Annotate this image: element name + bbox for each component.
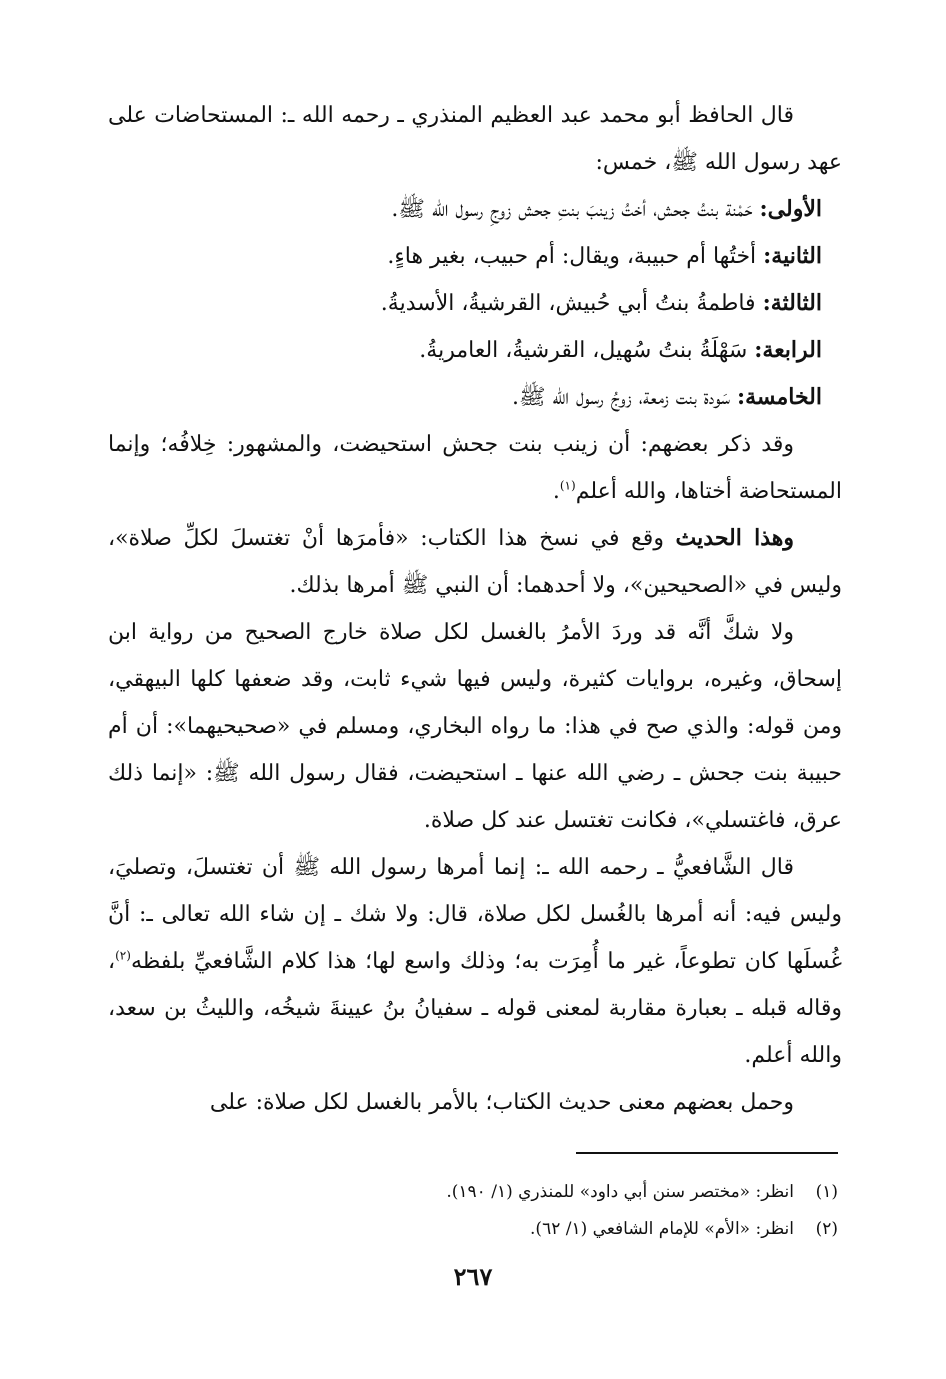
list-item-head: الخامسة: — [736, 384, 822, 410]
list-item-body: سَهْلَةُ بنتُ سُهيل، القرشيةُ، العامريةُ. — [419, 338, 755, 363]
paragraph-text: وحمل بعضهم معنى حديث الكتاب؛ بالأمر بالغسل لكل صلاة: على — [209, 1090, 794, 1115]
paragraph-hadith — [108, 515, 842, 609]
list-item-head: الثالثة: — [762, 290, 822, 316]
paragraph-known — [108, 421, 842, 515]
list-item-head: الرابعة: — [754, 337, 822, 363]
footnote-item — [104, 1174, 838, 1211]
paragraph-rest: ، وقاله قبله ـ بعبارة مقاربة لمعنى قوله ـ سفيانُ بنُ عيينةَ شيخُه، والليثُ بن سعد، والله أعلم. — [108, 949, 842, 1068]
paragraph-end: . — [552, 479, 560, 504]
list-item-third — [108, 280, 842, 327]
list-item-body: حَمْنة بنتُ جحش، أختُ زينبَ بنتِ جحش زوجِ رسول الله ﷺ. — [391, 197, 760, 222]
list-item-body: سَودة بنت زمعة، زوجُ رسول الله ﷺ. — [511, 385, 737, 410]
paragraph-last — [108, 1079, 842, 1126]
intro-text: قال الحافظ أبو محمد عبد العظيم المنذري ـ رحمه الله ـ: المستحاضات على عهد رسول الله ﷺ، خمس: — [108, 103, 842, 175]
footnote-text: انظر: «مختصر سنن أبي داود» للمنذري (١/ ١٩٠). — [446, 1182, 794, 1202]
footnotes — [104, 1174, 838, 1248]
list-item-head: الأولى: — [759, 196, 822, 222]
list-item-fourth — [108, 327, 842, 374]
list-item-body: أختُها أم حبيبة، ويقال: أم حبيب، بغير هاءٍ. — [387, 244, 764, 269]
list-item-first — [108, 186, 842, 233]
footnote-number: (٢) — [815, 1219, 838, 1239]
paragraph-doubt — [108, 609, 842, 844]
paragraph-text: وقع في نسخ هذا الكتاب: «فأمرَها أنْ تغتسلَ لكلِّ صلاة»، وليس في «الصحيحين»، ولا أحدهما: أن النبي ﷺ أمرها بذلك. — [108, 526, 842, 598]
paragraph-text: قال الشَّافعيُّ ـ رحمه الله ـ: إنما أمرها رسول الله ﷺ أن تغتسلَ، وتصليَ، وليس فيه: أنه أمرها بالغُسل لكل صلاة، قال: ولا شك ـ إن شاء الله تعالى ـ: أنَّ غُسلَها كان تطوعاً، غير ما أُمِرَت به؛ وذلك واسع لها؛ هذا كلام الشَّافعيِّ بلفظه — [108, 855, 842, 974]
list-item-second — [108, 233, 842, 280]
intro-paragraph — [108, 92, 842, 186]
list-item-body: فاطمةُ بنتُ أبي حُبيش، القرشيةُ، الأسديةُ. — [380, 291, 763, 316]
paragraph-shafii — [108, 844, 842, 1079]
footnote-number: (١) — [815, 1182, 838, 1202]
paragraph-head: وهذا الحديث — [675, 525, 794, 551]
footnote-text: انظر: «الأم» للإمام الشافعي (١/ ٦٢). — [530, 1219, 794, 1239]
main-text — [108, 92, 842, 1126]
footnote-ref-2[interactable]: (٢) — [115, 948, 131, 963]
page-number: ٢٦٧ — [453, 1262, 493, 1291]
footnote-item — [104, 1211, 838, 1248]
list-item-head: الثانية: — [763, 243, 822, 269]
list-item-fifth — [108, 374, 842, 421]
paragraph-text: وقد ذكر بعضهم: أن زينب بنت جحش استحيضت، والمشهور: خِلافُه؛ وإنما المستحاضة أختاها، والله أعلم — [108, 432, 842, 504]
footnote-divider — [576, 1152, 838, 1154]
footnote-ref-1[interactable]: (١) — [559, 478, 576, 493]
paragraph-text: ولا شكَّ أنَّه قد وردَ الأمرُ بالغسل لكل صلاة خارج الصحيح من رواية ابن إسحاق، وغيره، بروايات كثيرة، وليس فيها شيء ثابت، وقد ضعفها كلها البيهقي، ومن قوله: والذي صح في هذا: ما رواه البخاري، ومسلم في «صحيحيهما»: أن أم حبيبة بنت جحش ـ رضي الله عنها ـ استحيضت، فقال رسول الله ﷺ: «إنما ذلك عرق، فاغتسلي»، فكانت تغتسل عند كل صلاة. — [108, 620, 843, 833]
